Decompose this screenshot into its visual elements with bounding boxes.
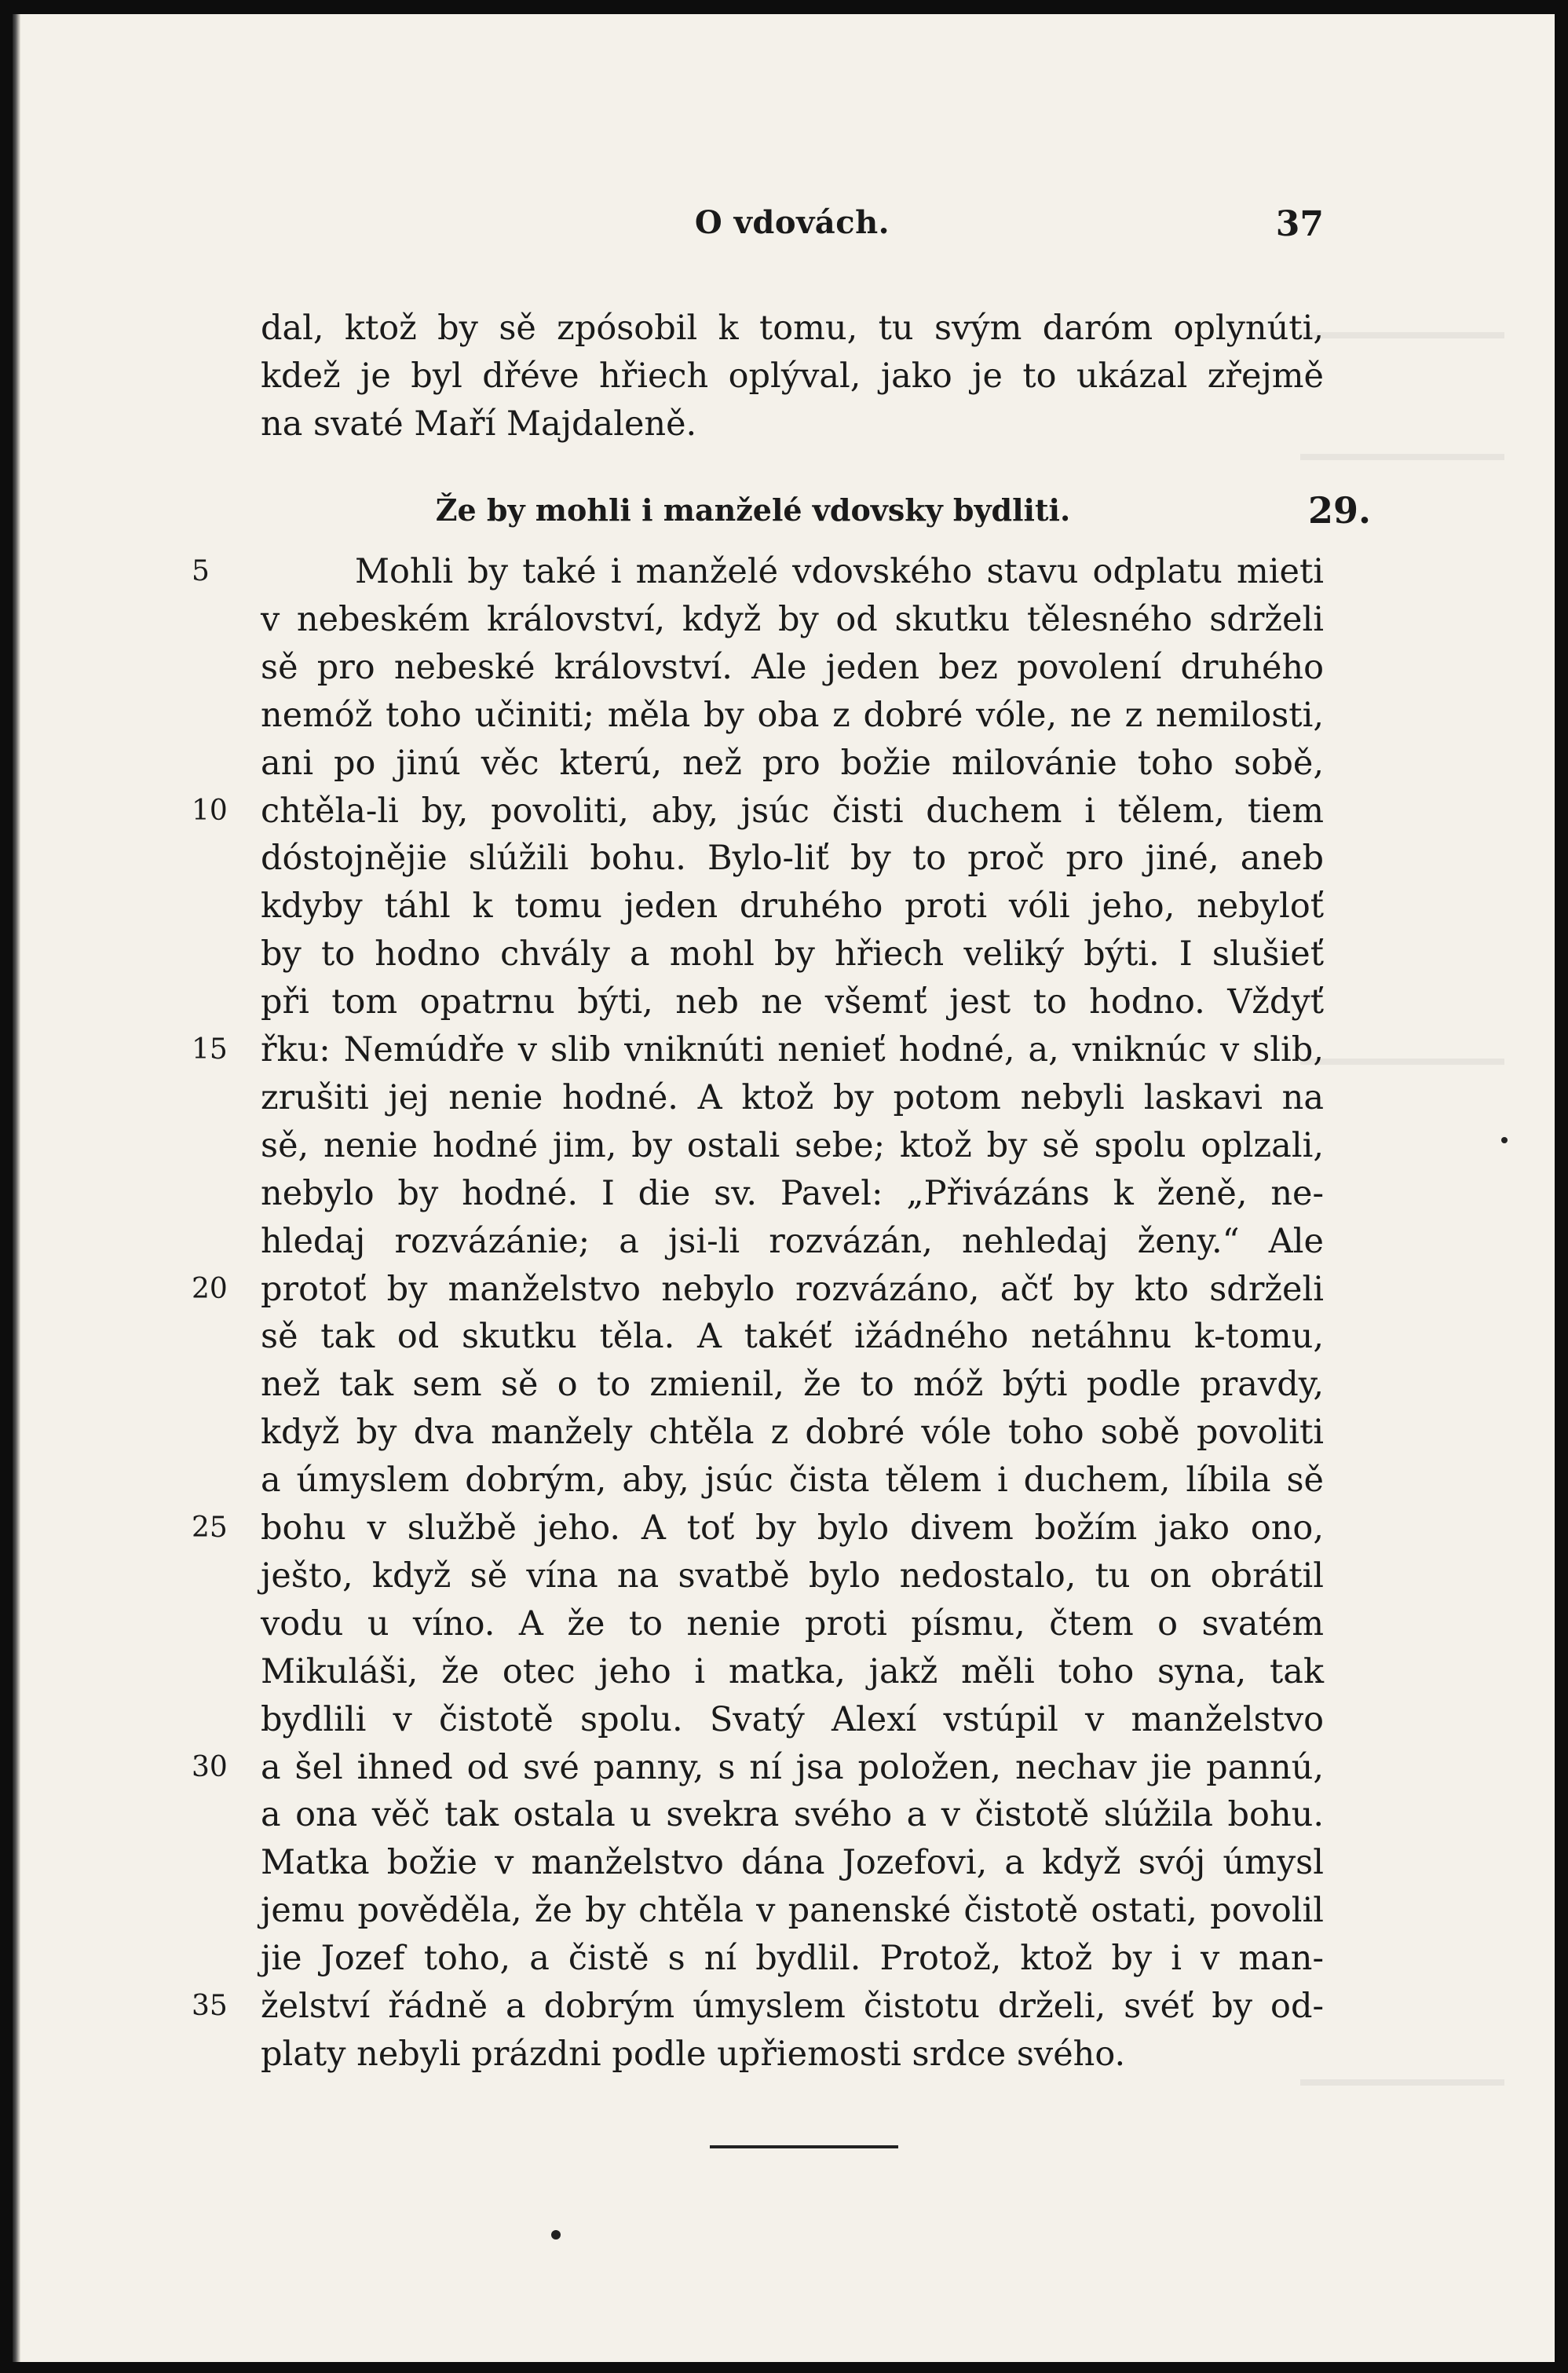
text-line: želství řádně a dobrým úmyslem čistotu drželi, svéť by od- xyxy=(261,1987,1324,2026)
text-line: v nebeském království, když by od skutku tělesného sdrželi xyxy=(261,599,1324,639)
text-line: chtěla-li by, povoliti, aby, jsúc čisti duchem i tělem, tiem xyxy=(261,791,1324,831)
text-line: jie Jozef toho, a čistě s ní bydlil. Protož, ktož by i v man- xyxy=(261,1939,1324,1979)
text-line: hledaj rozvázánie; a jsi-li rozvázán, nehledaj ženy.“ Ale xyxy=(261,1221,1324,1261)
text-line: kdyby táhl k tomu jeden druhého proti vóli jeho, nebyloť xyxy=(261,887,1324,927)
bleed-through-mark xyxy=(1300,454,1504,460)
text-line: nemóž toho učiniti; měla by oba z dobré vóle, ne z nemilosti, xyxy=(261,695,1324,735)
text-line: bohu v službě jeho. A toť by bylo divem božím jako ono, xyxy=(261,1508,1324,1548)
section-number: 29. xyxy=(1307,489,1371,532)
line-number: 5 xyxy=(192,555,210,587)
bleed-through-mark xyxy=(1300,332,1504,338)
book-page xyxy=(13,14,1555,2362)
text-line: Mohli by také i manželé vdovského stavu odplatu mieti xyxy=(355,552,1324,591)
text-line: na svaté Maří Majdaleně. xyxy=(261,404,697,444)
text-line: sě tak od skutku těla. A takéť ižádného netáhnu k-tomu, xyxy=(261,1317,1324,1357)
text-line: dóstojnějie slúžili bohu. Bylo-liť by to proč pro jiné, aneb xyxy=(261,839,1324,879)
section-heading-title: Že by mohli i manželé vdovsky bydliti. xyxy=(435,492,1071,528)
text-line: jemu pověděla, že by chtěla v panenské čistotě ostati, povolil xyxy=(261,1891,1324,1931)
text-line: Mikuláši, že otec jeho i matka, jakž měli toho syna, tak xyxy=(261,1651,1324,1691)
text-line: než tak sem sě o to zmienil, že to móž býti podle pravdy, xyxy=(261,1365,1324,1405)
bleed-through-mark xyxy=(1300,2079,1504,2086)
text-line: platy nebyli prázdni podle upřiemosti srdce svého. xyxy=(261,2034,1126,2074)
running-head-title: O vdovách. xyxy=(694,204,890,241)
text-line: ani po jinú věc kterú, než pro božie milovánie toho sobě, xyxy=(261,743,1324,783)
running-head xyxy=(261,204,1324,248)
text-line: ješto, když sě vína na svatbě bylo nedostalo, tu on obrátil xyxy=(261,1556,1324,1596)
line-number: 30 xyxy=(192,1750,228,1783)
text-line: bydlili v čistotě spolu. Svatý Alexí vstúpil v manželstvo xyxy=(261,1699,1324,1739)
text-line: řku: Nemúdře v slib vniknúti nenieť hodné, a, vniknúc v slib, xyxy=(261,1030,1324,1069)
text-line: vodu u víno. A že to nenie proti písmu, čtem o svatém xyxy=(261,1603,1324,1644)
section-heading xyxy=(261,488,1371,532)
text-line: by to hodno chvály a mohl by hřiech veliký býti. I slušieť xyxy=(261,934,1324,974)
page-edge-shadow xyxy=(13,14,20,2362)
printer-speck xyxy=(1501,1137,1508,1143)
text-line: sě, nenie hodné jim, by ostali sebe; ktož by sě spolu oplzali, xyxy=(261,1125,1324,1165)
line-number: 25 xyxy=(192,1512,228,1544)
printer-speck xyxy=(551,2230,561,2240)
line-number: 35 xyxy=(192,1990,228,2022)
text-line: kdež je byl dřéve hřiech oplýval, jako je to ukázal zřejmě xyxy=(261,356,1324,396)
text-line: sě pro nebeské království. Ale jeden bez povolení druhého xyxy=(261,647,1324,687)
text-line: nebylo by hodné. I die sv. Pavel: „Přivázáns k ženě, ne- xyxy=(261,1173,1324,1213)
text-line: a úmyslem dobrým, aby, jsúc čista tělem i duchem, líbila sě xyxy=(261,1461,1324,1501)
line-number: 15 xyxy=(192,1033,228,1066)
page-number: 37 xyxy=(1275,204,1324,244)
text-line: zrušiti jej nenie hodné. A ktož by potom nebyli laskavi na xyxy=(261,1077,1324,1117)
text-line: dal, ktož by sě zpósobil k tomu, tu svým daróm oplynúti, xyxy=(261,309,1324,348)
line-number: 20 xyxy=(192,1272,228,1305)
line-number: 10 xyxy=(192,794,228,827)
text-line: protoť by manželstvo nebylo rozvázáno, ačť by kto sdrželi xyxy=(261,1269,1324,1309)
end-rule xyxy=(710,2145,898,2148)
text-line: a ona věč tak ostala u svekra svého a v čistotě slúžila bohu. xyxy=(261,1795,1324,1835)
text-line: a šel ihned od své panny, s ní jsa položen, nechav jie pannú, xyxy=(261,1747,1324,1787)
text-line: Matka božie v manželstvo dána Jozefovi, a když svój úmysl xyxy=(261,1843,1324,1883)
text-line: když by dva manžely chtěla z dobré vóle toho sobě povoliti xyxy=(261,1413,1324,1453)
text-line: při tom opatrnu býti, neb ne všemť jest to hodno. Vždyť xyxy=(261,982,1324,1022)
bleed-through-mark xyxy=(1300,1059,1504,1065)
